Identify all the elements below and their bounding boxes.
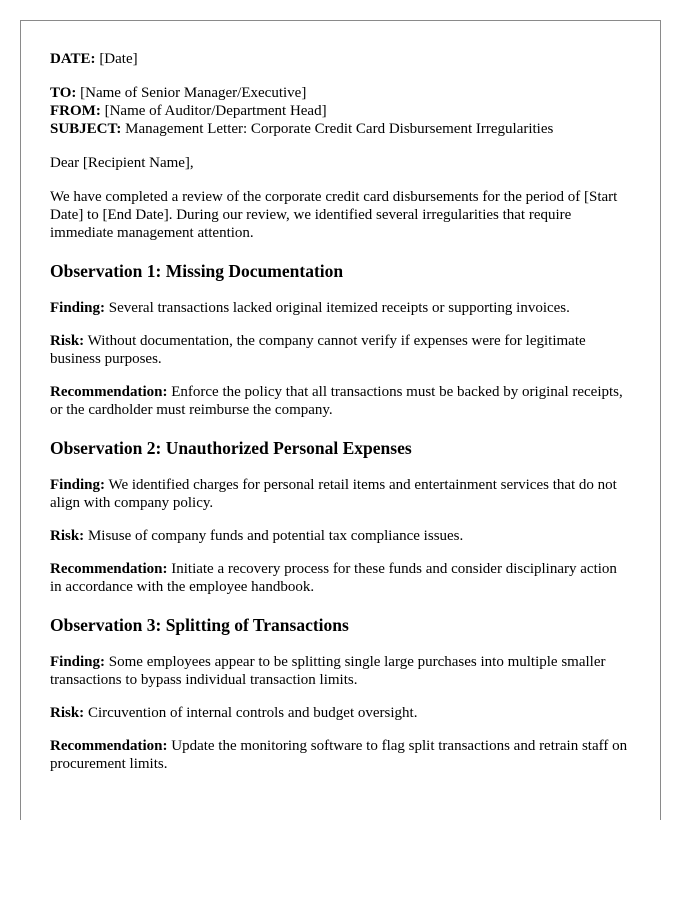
observation-3-heading: Observation 3: Splitting of Transactions [50, 615, 349, 635]
memo-header [50, 84, 632, 138]
risk-text: Without documentation, the company cannot verify if expenses were for legitimate business purposes. [50, 333, 586, 367]
risk-label: Risk: [50, 333, 85, 349]
observation-3-risk [50, 704, 632, 722]
recommendation-label: Recommendation: [50, 384, 168, 400]
observation-1-heading: Observation 1: Missing Documentation [50, 261, 344, 281]
recommendation-label: Recommendation: [50, 738, 168, 754]
recommendation-label: Recommendation: [50, 561, 168, 577]
recommendation-text: Enforce the policy that all transactions must be backed by original receipts, or the cardholder must reimburse the company. [50, 384, 623, 418]
subject-label: SUBJECT: [50, 121, 122, 137]
finding-label: Finding: [50, 654, 106, 670]
salutation: Dear [Recipient Name], [50, 155, 194, 171]
risk-text: Circuvention of internal controls and budget oversight. [87, 705, 418, 721]
finding-text: Several transactions lacked original itemized receipts or supporting invoices. [108, 300, 570, 316]
observation-2-recommendation [50, 560, 632, 596]
intro-paragraph: We have completed a review of the corporate credit card disbursements for the period of [Start Date] to [End Date]. During our review, we identified several irregularities that require immediate management attention. [50, 189, 618, 241]
observation-2-heading: Observation 2: Unauthorized Personal Expenses [50, 438, 412, 458]
finding-label: Finding: [50, 300, 106, 316]
observation-1-finding [50, 299, 632, 317]
observation-3-recommendation [50, 737, 632, 773]
observation-1-recommendation [50, 383, 632, 419]
risk-label: Risk: [50, 528, 85, 544]
risk-label: Risk: [50, 705, 85, 721]
date-line [50, 50, 632, 68]
date-label: DATE: [50, 51, 96, 67]
subject-line [50, 120, 632, 138]
risk-text: Misuse of company funds and potential tax compliance issues. [87, 528, 464, 544]
finding-label: Finding: [50, 477, 106, 493]
from-line [50, 102, 632, 120]
finding-text: Some employees appear to be splitting single large purchases into multiple smaller transactions to bypass individual transaction limits. [50, 654, 606, 688]
finding-text: We identified charges for personal retail items and entertainment services that do not align with company policy. [50, 477, 617, 511]
to-value: [Name of Senior Manager/Executive] [80, 85, 307, 101]
to-line [50, 84, 632, 102]
observation-3-finding [50, 653, 632, 689]
from-value: [Name of Auditor/Department Head] [104, 103, 327, 119]
from-label: FROM: [50, 103, 101, 119]
observation-1-risk [50, 332, 632, 368]
observation-2-finding [50, 476, 632, 512]
letter-page [20, 20, 661, 820]
to-label: TO: [50, 85, 77, 101]
observation-2-risk [50, 527, 632, 545]
recommendation-text: Update the monitoring software to flag split transactions and retrain staff on procurement limits. [50, 738, 628, 772]
date-value: [Date] [99, 51, 138, 67]
recommendation-text: Initiate a recovery process for these funds and consider disciplinary action in accordance with the employee handbook. [50, 561, 617, 595]
subject-value: Management Letter: Corporate Credit Card Disbursement Irregularities [125, 121, 554, 137]
